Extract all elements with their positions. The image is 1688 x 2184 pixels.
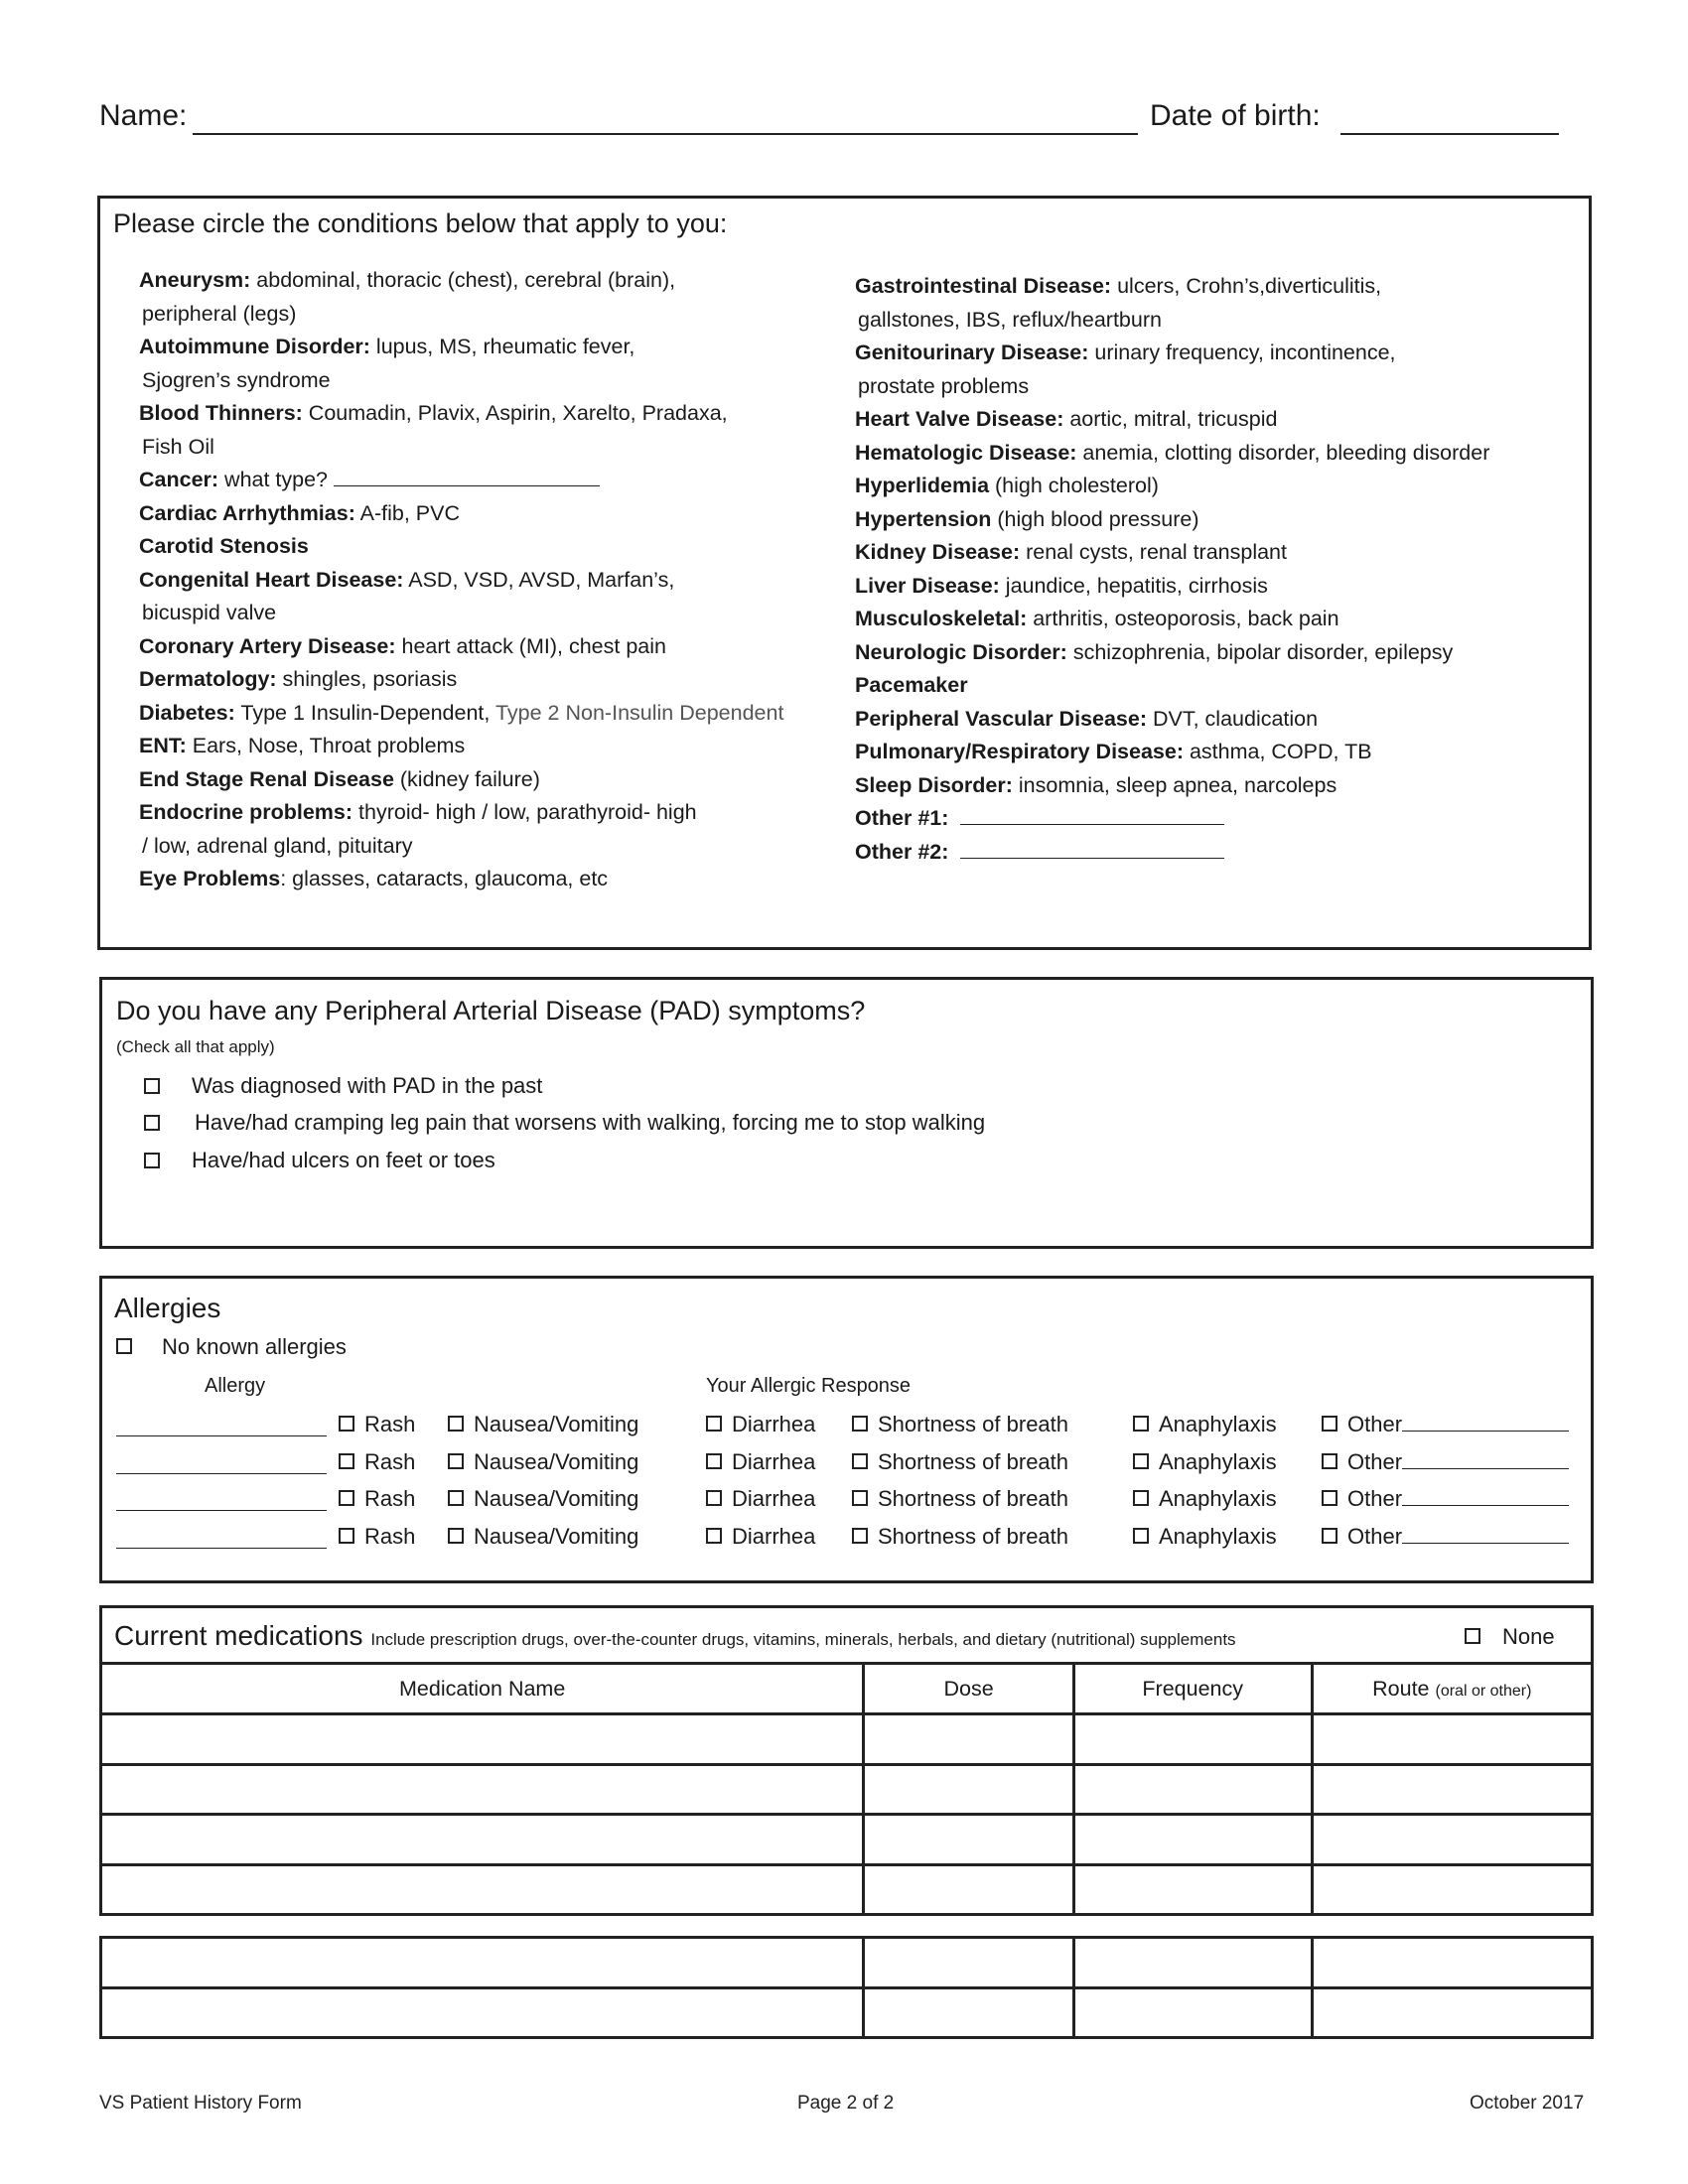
allergy-response-option[interactable]: Other [1322, 1486, 1569, 1512]
medication-row [101, 1714, 1593, 1765]
name-label: Name: [99, 99, 188, 132]
condition-item[interactable]: Pulmonary/Respiratory Disease: asthma, COPD, TB [855, 740, 1372, 763]
allergy-name-field[interactable] [116, 1435, 327, 1436]
allergy-response-option[interactable]: Anaphylaxis [1133, 1486, 1277, 1512]
condition-item[interactable]: Eye Problems: glasses, cataracts, glaucoma, etc [139, 867, 609, 890]
allergy-response-option[interactable]: Rash [339, 1449, 415, 1475]
conditions-left-column [139, 264, 783, 896]
medication-name-cell[interactable] [101, 1714, 864, 1765]
column-frequency: Frequency [1073, 1664, 1312, 1714]
allergy-response-option[interactable]: Nausea/Vomiting [448, 1449, 638, 1475]
allergy-response-option[interactable]: Nausea/Vomiting [448, 1412, 638, 1437]
dose-cell[interactable] [864, 1987, 1074, 2038]
condition-item[interactable]: Other #1: [855, 802, 1489, 836]
checkbox[interactable] [1465, 1628, 1480, 1644]
condition-item[interactable]: Pacemaker [855, 673, 968, 697]
frequency-cell[interactable] [1073, 1864, 1312, 1915]
allergies-section [99, 1276, 1594, 1583]
allergy-response-option[interactable]: Other [1322, 1524, 1569, 1550]
other-response-field[interactable] [1402, 1414, 1569, 1432]
dose-cell[interactable] [864, 1864, 1074, 1915]
allergy-response-option[interactable]: Rash [339, 1524, 415, 1550]
medication-row [101, 1938, 1593, 1988]
pad-subtitle: (Check all that apply) [116, 1037, 275, 1056]
checkbox[interactable] [1133, 1528, 1149, 1544]
dose-cell[interactable] [864, 1764, 1074, 1815]
medications-table [99, 1662, 1594, 1916]
allergy-response-option[interactable]: Nausea/Vomiting [448, 1486, 638, 1512]
frequency-cell[interactable] [1073, 1815, 1312, 1865]
frequency-cell[interactable] [1074, 1938, 1313, 1988]
condition-item-continued: peripheral (legs) [142, 301, 297, 326]
condition-item[interactable]: Hematologic Disease: anemia, clotting disorder, bleeding disorder [855, 440, 1490, 465]
checkbox[interactable] [448, 1528, 464, 1544]
condition-item[interactable]: Other #2: [855, 836, 1489, 870]
checkbox[interactable] [1322, 1416, 1337, 1432]
allergy-name-field[interactable] [116, 1473, 327, 1474]
pad-section: Do you have any Peripheral Arterial Disease (PAD) symptoms? (Check all that apply) Was diagnosed with PAD in the past Have/had cramping leg pain that worsens with walking, forcing me to stop walking Have/had ulcers on feet or toes [99, 977, 1594, 1249]
condition-item-continued: gallstones, IBS, reflux/heartburn [858, 307, 1162, 332]
footer-page-number: Page 2 of 2 [797, 2093, 895, 2114]
allergy-response-option[interactable]: Shortness of breath [852, 1449, 1068, 1475]
allergy-response-option[interactable]: Shortness of breath [852, 1524, 1068, 1550]
write-in-field[interactable] [960, 837, 1224, 859]
medication-row [101, 1864, 1593, 1915]
checkbox[interactable] [339, 1416, 354, 1432]
allergy-response-option[interactable]: Shortness of breath [852, 1412, 1068, 1437]
checkbox[interactable] [706, 1453, 722, 1469]
frequency-cell[interactable] [1073, 1714, 1312, 1765]
allergy-response-option[interactable]: Other [1322, 1449, 1569, 1475]
medications-table-extra [99, 1936, 1594, 2039]
checkbox[interactable] [144, 1078, 160, 1094]
condition-item[interactable]: Cancer: what type? [139, 464, 783, 497]
condition-item[interactable]: Autoimmune Disorder: lupus, MS, rheumatic fever, [139, 335, 635, 358]
condition-item[interactable]: Genitourinary Disease: urinary frequency, incontinence, [855, 341, 1396, 364]
footer-form-name: VS Patient History Form [99, 2093, 302, 2114]
checkbox[interactable] [1133, 1453, 1149, 1469]
dose-cell[interactable] [864, 1938, 1074, 1988]
condition-item[interactable]: Aneurysm: abdominal, thoracic (chest), cerebral (brain), [139, 268, 676, 292]
checkbox[interactable] [706, 1528, 722, 1544]
checkbox[interactable] [339, 1490, 354, 1506]
checkbox[interactable] [144, 1115, 160, 1131]
allergy-response-option[interactable]: Diarrhea [706, 1486, 815, 1512]
medication-name-cell[interactable] [101, 1864, 864, 1915]
checkbox[interactable] [1322, 1490, 1337, 1506]
condition-item[interactable]: Hyperlidemia (high cholesterol) [855, 474, 1159, 497]
allergy-response-option[interactable]: Diarrhea [706, 1524, 815, 1550]
column-dose: Dose [864, 1664, 1074, 1714]
condition-item[interactable]: Heart Valve Disease: aortic, mitral, tricuspid [855, 407, 1278, 431]
condition-item[interactable]: Hypertension (high blood pressure) [855, 506, 1199, 531]
condition-item[interactable]: Carotid Stenosis [139, 534, 309, 558]
condition-item[interactable]: Coronary Artery Disease: heart attack (MI), chest pain [139, 633, 666, 658]
allergy-response-option[interactable]: Anaphylaxis [1133, 1412, 1277, 1437]
other-response-field[interactable] [1402, 1526, 1569, 1544]
medications-header [99, 1605, 1594, 1665]
dob-label: Date of birth: [1150, 99, 1321, 132]
route-cell[interactable] [1312, 1764, 1592, 1815]
condition-item[interactable]: Liver Disease: jaundice, hepatitis, cirrhosis [855, 573, 1268, 598]
route-cell[interactable] [1312, 1987, 1592, 2038]
conditions-right-column [855, 270, 1489, 869]
condition-item[interactable]: Gastrointestinal Disease: ulcers, Crohn’s,diverticulitis, [855, 274, 1382, 298]
allergy-response-option[interactable]: Shortness of breath [852, 1486, 1068, 1512]
form-header [99, 99, 1569, 143]
condition-item[interactable]: Dermatology: shingles, psoriasis [139, 667, 458, 691]
dose-cell[interactable] [864, 1714, 1074, 1765]
checkbox[interactable] [448, 1453, 464, 1469]
medications-subtitle: Include prescription drugs, over-the-counter drugs, vitamins, minerals, herbals, and dietary (nutritional) supplements [370, 1630, 1236, 1649]
allergy-response-option[interactable]: Rash [339, 1412, 415, 1437]
condition-item[interactable]: Diabetes: Type 1 Insulin-Dependent, Type 2 Non-Insulin Dependent [139, 700, 784, 725]
allergies-title: Allergies [114, 1293, 221, 1323]
no-known-allergies-option[interactable]: No known allergies [116, 1334, 347, 1360]
route-cell[interactable] [1312, 1714, 1592, 1765]
checkbox[interactable] [116, 1338, 132, 1354]
route-cell[interactable] [1312, 1938, 1592, 1988]
conditions-title: Please circle the conditions below that apply to you: [113, 208, 728, 238]
condition-item-continued: prostate problems [858, 373, 1030, 398]
condition-item-continued: / low, adrenal gland, pituitary [142, 833, 413, 858]
route-cell[interactable] [1312, 1864, 1592, 1915]
condition-item-continued: bicuspid valve [142, 601, 277, 624]
allergy-response-option[interactable]: Diarrhea [706, 1449, 815, 1475]
medication-name-cell[interactable] [101, 1815, 864, 1865]
checkbox[interactable] [339, 1453, 354, 1469]
checkbox[interactable] [706, 1416, 722, 1432]
route-cell[interactable] [1312, 1815, 1592, 1865]
checkbox[interactable] [339, 1528, 354, 1544]
allergy-response-option[interactable]: Anaphylaxis [1133, 1449, 1277, 1475]
condition-item[interactable]: Kidney Disease: renal cysts, renal transplant [855, 540, 1287, 564]
condition-item[interactable]: Musculoskeletal: arthritis, osteoporosis, back pain [855, 607, 1339, 630]
checkbox[interactable] [852, 1416, 868, 1432]
medication-row [101, 1987, 1593, 2038]
allergy-column-header: Allergy [205, 1375, 266, 1397]
checkbox[interactable] [1133, 1490, 1149, 1506]
condition-item[interactable]: Cardiac Arrhythmias: A-fib, PVC [139, 500, 461, 525]
condition-item[interactable]: Neurologic Disorder: schizophrenia, bipolar disorder, epilepsy [855, 639, 1454, 664]
condition-item[interactable]: Congenital Heart Disease: ASD, VSD, AVSD, Marfan’s, [139, 567, 675, 592]
dob-field[interactable] [1340, 133, 1559, 135]
write-in-field[interactable] [334, 465, 600, 486]
medication-row [101, 1764, 1593, 1815]
condition-item-continued: Sjogren’s syndrome [142, 367, 331, 392]
allergy-response-option[interactable]: Nausea/Vomiting [448, 1524, 638, 1550]
allergy-response-option[interactable]: Other [1322, 1412, 1569, 1437]
medication-row [101, 1815, 1593, 1865]
allergy-response-option[interactable]: Diarrhea [706, 1412, 815, 1437]
other-response-field[interactable] [1402, 1488, 1569, 1506]
condition-item[interactable]: Peripheral Vascular Disease: DVT, claudication [855, 706, 1319, 731]
footer-date: October 2017 [1470, 2093, 1585, 2114]
medication-name-cell[interactable] [101, 1764, 864, 1815]
allergy-response-option[interactable]: Anaphylaxis [1133, 1524, 1277, 1550]
medication-name-cell[interactable] [101, 1938, 864, 1988]
allergy-name-field[interactable] [116, 1548, 327, 1549]
conditions-section [97, 196, 1592, 950]
medications-none-option[interactable]: None [1465, 1624, 1555, 1650]
column-medication-name: Medication Name [101, 1664, 864, 1714]
other-response-field[interactable] [1402, 1451, 1569, 1469]
medication-name-cell[interactable] [101, 1987, 864, 2038]
dose-cell[interactable] [864, 1815, 1074, 1865]
checkbox[interactable] [852, 1490, 868, 1506]
condition-item[interactable]: Sleep Disorder: insomnia, sleep apnea, narcoleps [855, 772, 1337, 797]
response-column-header: Your Allergic Response [706, 1375, 912, 1397]
checkbox[interactable] [852, 1453, 868, 1469]
checkbox[interactable] [852, 1528, 868, 1544]
checkbox[interactable] [1322, 1453, 1337, 1469]
checkbox[interactable] [448, 1490, 464, 1506]
column-route: Route (oral or other) [1312, 1664, 1592, 1714]
checkbox[interactable] [1133, 1416, 1149, 1432]
condition-item-continued: Fish Oil [142, 434, 214, 459]
condition-item[interactable]: End Stage Renal Disease (kidney failure) [139, 766, 540, 791]
name-field[interactable] [193, 133, 1138, 135]
pad-title: Do you have any Peripheral Arterial Disease (PAD) symptoms? [116, 996, 866, 1025]
allergy-name-field[interactable] [116, 1510, 327, 1511]
condition-item[interactable]: Blood Thinners: Coumadin, Plavix, Aspirin, Xarelto, Pradaxa, [139, 401, 728, 425]
checkbox[interactable] [706, 1490, 722, 1506]
checkbox[interactable] [1322, 1528, 1337, 1544]
checkbox[interactable] [144, 1153, 160, 1168]
frequency-cell[interactable] [1073, 1764, 1312, 1815]
frequency-cell[interactable] [1074, 1987, 1313, 2038]
medications-title: Current medications [114, 1620, 363, 1651]
condition-item[interactable]: ENT: Ears, Nose, Throat problems [139, 734, 466, 757]
write-in-field[interactable] [960, 803, 1224, 825]
condition-item[interactable]: Endocrine problems: thyroid- high / low, parathyroid- high [139, 800, 697, 824]
allergy-response-option[interactable]: Rash [339, 1486, 415, 1512]
checkbox[interactable] [448, 1416, 464, 1432]
